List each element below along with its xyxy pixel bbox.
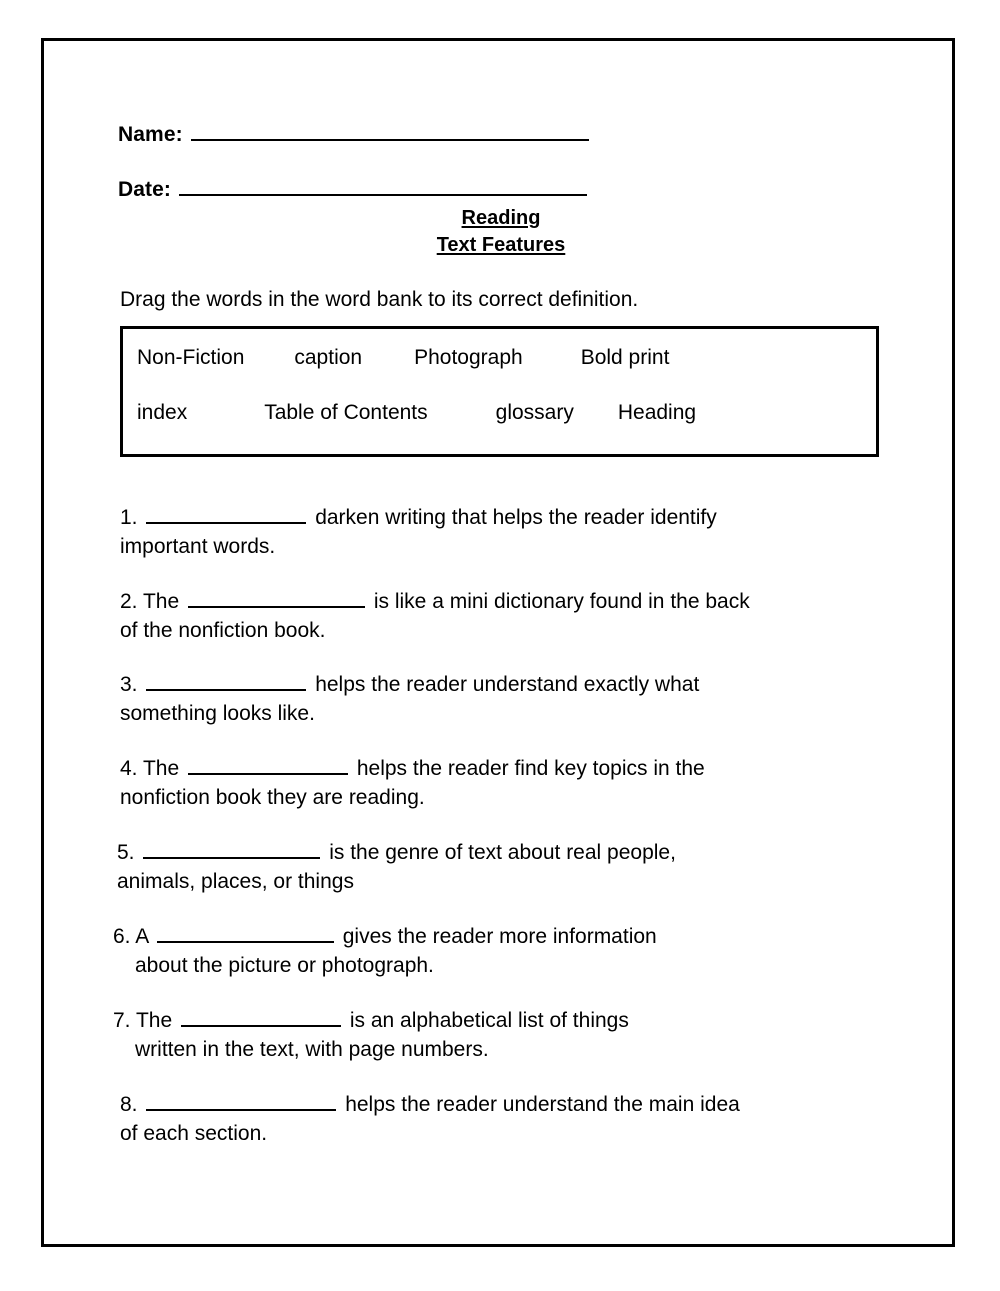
question-prefix: 3. [120, 673, 138, 696]
question-suffix: darken writing that helps the reader identify [315, 506, 717, 529]
question-item [120, 670, 699, 728]
question-prefix: 4. The [120, 757, 180, 780]
name-field-row [118, 122, 589, 147]
question-line-secondary: about the picture or photograph. [135, 954, 434, 977]
question-item [113, 1006, 629, 1064]
question-prefix: 7. The [113, 1009, 173, 1032]
question-item [120, 587, 750, 645]
date-label: Date: [118, 178, 172, 201]
answer-blank[interactable] [146, 674, 306, 691]
worksheet-page [41, 38, 955, 1247]
instruction-text: Drag the words in the word bank to its correct definition. [120, 288, 639, 311]
question-line-secondary: nonfiction book they are reading. [120, 786, 425, 809]
word-bank-row [123, 343, 876, 373]
question-prefix: 6. A [113, 925, 149, 948]
question-line-secondary: animals, places, or things [117, 870, 354, 893]
title-line-subject [44, 205, 958, 232]
question-line-secondary: of each section. [120, 1122, 268, 1145]
question-suffix: is like a mini dictionary found in the back [373, 590, 750, 613]
word-bank-item-glossary[interactable]: glossary [495, 401, 574, 424]
question-line-primary [120, 670, 699, 699]
date-field-row [118, 177, 587, 202]
question-suffix: is an alphabetical list of things [349, 1009, 629, 1032]
question-prefix: 8. [120, 1093, 138, 1116]
page-title [44, 205, 958, 259]
question-suffix: helps the reader understand exactly what [315, 673, 700, 696]
question-item [120, 503, 717, 561]
question-line-secondary: important words. [120, 535, 276, 558]
question-item [117, 838, 676, 896]
answer-blank[interactable] [146, 1094, 336, 1111]
answer-blank[interactable] [188, 758, 348, 775]
question-line-primary [113, 922, 657, 951]
word-bank-item-non-fiction[interactable]: Non-Fiction [137, 346, 245, 369]
question-suffix: helps the reader understand the main idea [345, 1093, 740, 1116]
answer-blank[interactable] [146, 507, 306, 524]
question-item [120, 754, 705, 812]
question-prefix: 1. [120, 506, 138, 529]
worksheet-content [44, 41, 952, 1244]
word-bank-item-bold-print[interactable]: Bold print [580, 346, 670, 369]
word-bank-box [120, 326, 879, 457]
answer-blank[interactable] [157, 926, 334, 943]
word-bank-item-index[interactable]: index [137, 401, 188, 424]
question-line-primary [120, 503, 717, 532]
word-bank-item-caption[interactable]: caption [294, 346, 363, 369]
title-line-topic-text: Text Features [436, 234, 566, 256]
question-item [120, 1090, 740, 1148]
date-input[interactable] [179, 177, 587, 196]
title-line-subject-text: Reading [461, 207, 541, 229]
question-line-primary [120, 754, 705, 783]
question-suffix: helps the reader find key topics in the [356, 757, 705, 780]
question-line-primary [120, 587, 750, 616]
name-input[interactable] [191, 122, 589, 141]
question-prefix: 2. The [120, 590, 180, 613]
title-line-topic [44, 232, 958, 259]
question-suffix: gives the reader more information [342, 925, 657, 948]
question-prefix: 5. [117, 841, 135, 864]
word-bank-item-heading[interactable]: Heading [617, 401, 697, 424]
question-line-secondary: something looks like. [120, 702, 315, 725]
answer-blank[interactable] [188, 591, 365, 608]
question-item [113, 922, 657, 980]
word-bank-item-table-of-contents[interactable]: Table of Contents [264, 401, 428, 424]
question-suffix: is the genre of text about real people, [329, 841, 676, 864]
question-line-primary [113, 1006, 629, 1035]
answer-blank[interactable] [181, 1010, 341, 1027]
word-bank-row [123, 398, 876, 428]
word-bank-item-photograph[interactable]: Photograph [414, 346, 523, 369]
question-line-secondary: of the nonfiction book. [120, 619, 326, 642]
name-label: Name: [118, 123, 183, 146]
question-line-primary [117, 838, 676, 867]
question-line-secondary: written in the text, with page numbers. [135, 1038, 489, 1061]
answer-blank[interactable] [143, 842, 320, 859]
question-line-primary [120, 1090, 740, 1119]
